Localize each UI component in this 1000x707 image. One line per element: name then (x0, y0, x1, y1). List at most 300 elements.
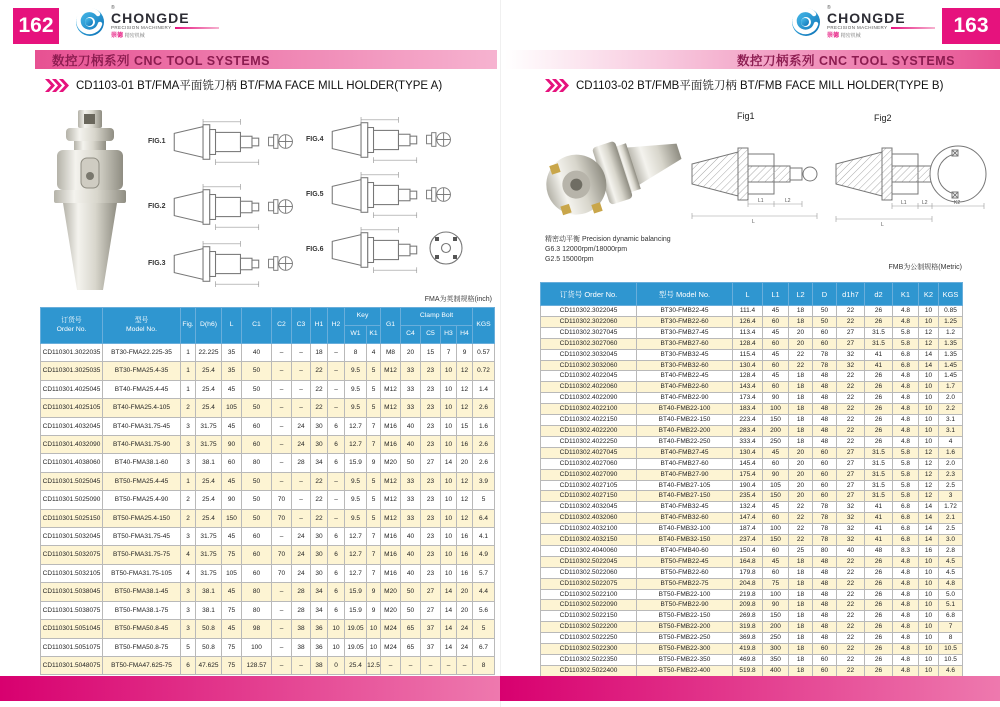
fig5-drawing (328, 171, 453, 219)
spec-cell: 19.05 (345, 620, 367, 638)
spec-cell: 111.4 (733, 306, 763, 317)
spec-cell: 60 (813, 655, 837, 666)
spec-cell: 7 (367, 417, 381, 435)
spec-cell: 22 (837, 436, 865, 447)
order-no-cell: CD110301.5032075 (41, 546, 103, 564)
spec-cell: 105 (763, 480, 789, 491)
svg-text:L2: L2 (922, 200, 928, 206)
table-row (541, 316, 963, 327)
spec-cell: 25.4 (196, 362, 222, 380)
spec-cell: 10 (919, 600, 939, 611)
model-no-cell: BT40-FMB22-200 (637, 425, 733, 436)
order-no-cell: CD110302.4027105 (541, 480, 637, 491)
spec-cell: 15 (421, 344, 441, 362)
spec-cell: – (328, 380, 345, 398)
spec-cell: 38.1 (196, 583, 222, 601)
spec-cell: 38 (292, 620, 311, 638)
brand-subtitle: PRECISION MACHINERY (111, 25, 172, 30)
model-no-cell: BT40-FMA25.4-105 (103, 399, 181, 417)
spec-cell: 18 (789, 611, 813, 622)
spec-cell: 9 (367, 583, 381, 601)
spec-cell: 18 (789, 415, 813, 426)
spec-cell: 115.4 (733, 349, 763, 360)
table-row (41, 656, 495, 674)
order-no-cell: CD110302.4040060 (541, 545, 637, 556)
spec-cell: 27 (837, 480, 865, 491)
spec-cell: 10 (367, 620, 381, 638)
order-no-cell: CD110301.5051045 (41, 620, 103, 638)
spec-cell: 60 (763, 545, 789, 556)
spec-cell: 22 (837, 633, 865, 644)
spec-cell: 126.4 (733, 316, 763, 327)
spec-cell: 60 (813, 644, 837, 655)
spec-cell: 10 (328, 638, 345, 656)
spec-cell: 18 (789, 436, 813, 447)
spec-cell: 22 (837, 316, 865, 327)
spec-cell: 50 (242, 472, 272, 490)
spec-cell: 45 (222, 620, 242, 638)
spec-cell: 3 (939, 491, 963, 502)
col-c2: C2 (272, 308, 292, 344)
spec-cell: – (292, 362, 311, 380)
spec-cell: 4.8 (893, 306, 919, 317)
spec-cell: 48 (813, 622, 837, 633)
spec-cell: 12 (919, 327, 939, 338)
col-kgs: KGS (473, 308, 495, 344)
spec-cell: – (272, 417, 292, 435)
spec-cell: 60 (763, 360, 789, 371)
fig6-drawing (328, 224, 463, 274)
spec-cell: 24 (457, 638, 473, 656)
section-title-text: CD1103-02 BT/FMB平面铣刀柄 BT/FMB FACE MILL HOLDER(TYPE B) (576, 80, 944, 92)
spec-cell: 31.75 (196, 528, 222, 546)
spec-cell: 10.5 (939, 655, 963, 666)
spec-cell: 80 (242, 454, 272, 472)
spec-cell: 3 (181, 436, 196, 454)
logo-globe-icon (790, 6, 822, 38)
spec-cell: 419.8 (733, 644, 763, 655)
spec-cell: 3 (181, 528, 196, 546)
table-row (41, 601, 495, 619)
model-no-cell: BT50-FMB22-200 (637, 622, 733, 633)
spec-cell: 10 (919, 404, 939, 415)
spec-cell: 2.1 (939, 513, 963, 524)
spec-cell: 0.57 (473, 344, 495, 362)
spec-cell: – (272, 399, 292, 417)
model-no-cell: BT40-FMB22-60 (637, 382, 733, 393)
spec-cell: 12.7 (345, 528, 367, 546)
model-no-cell: BT40-FMB32-60 (637, 513, 733, 524)
spec-cell: 41 (865, 360, 893, 371)
col-c3: C3 (292, 308, 311, 344)
fmb-spec-table (540, 282, 963, 677)
spec-cell: 60 (242, 564, 272, 582)
spec-cell: 26 (865, 589, 893, 600)
spec-cell: 4.8 (893, 644, 919, 655)
series-banner-text: 数控刀柄系列 CNC TOOL SYSTEMS (52, 53, 271, 68)
spec-cell: 28 (292, 601, 311, 619)
svg-text:L2: L2 (785, 198, 791, 204)
table-row (541, 524, 963, 535)
section-title-right (545, 77, 943, 93)
table-row (41, 491, 495, 509)
model-no-cell: BT50-FMB22-100 (637, 589, 733, 600)
spec-cell: 45 (222, 417, 242, 435)
spec-cell: 1 (181, 380, 196, 398)
table-row (41, 380, 495, 398)
spec-cell: 350 (763, 655, 789, 666)
spec-cell: 60 (813, 491, 837, 502)
spec-cell: 4.8 (893, 425, 919, 436)
spec-cell: 10 (441, 417, 457, 435)
spec-cell: 250 (763, 633, 789, 644)
spec-cell: 45 (222, 528, 242, 546)
spec-cell: 27 (837, 491, 865, 502)
col-k1: K1 (367, 326, 381, 344)
order-no-cell: CD110301.4025045 (41, 380, 103, 398)
order-no-cell: CD110302.5022200 (541, 622, 637, 633)
spec-cell: 4.8 (893, 589, 919, 600)
spec-cell: 10 (441, 436, 457, 454)
model-no-cell: BT30-FMB32-60 (637, 360, 733, 371)
fig4-drawing (328, 116, 453, 164)
spec-cell: 2.2 (939, 404, 963, 415)
spec-cell: 48 (813, 415, 837, 426)
spec-cell: 23 (421, 528, 441, 546)
spec-cell: 150 (763, 415, 789, 426)
spec-cell: 200 (763, 425, 789, 436)
table-row (541, 404, 963, 415)
chongde-logo-left (74, 6, 219, 39)
spec-cell: 10 (919, 415, 939, 426)
order-no-cell: CD110302.5022350 (541, 655, 637, 666)
table-row (41, 436, 495, 454)
spec-cell: 24 (457, 620, 473, 638)
spec-cell: 22 (837, 567, 865, 578)
spec-cell: 31.5 (865, 447, 893, 458)
spec-cell: 10 (441, 472, 457, 490)
spec-cell: 10 (919, 633, 939, 644)
spec-cell: – (292, 656, 311, 674)
spec-cell: 27 (421, 583, 441, 601)
spec-cell: 48 (813, 600, 837, 611)
spec-cell: 40 (401, 436, 421, 454)
spec-cell: M12 (381, 472, 401, 490)
spec-cell: 113.4 (733, 327, 763, 338)
spec-cell: 14 (919, 524, 939, 535)
spec-cell: 31.5 (865, 469, 893, 480)
spec-cell: 16 (457, 564, 473, 582)
spec-cell: 24 (292, 564, 311, 582)
spec-cell: 1 (181, 362, 196, 380)
spec-cell: 24 (292, 436, 311, 454)
spec-cell: 20 (789, 338, 813, 349)
order-no-cell: CD110301.5025150 (41, 509, 103, 527)
spec-cell: 9.5 (345, 362, 367, 380)
spec-cell: 32 (837, 502, 865, 513)
spec-cell: 10 (367, 638, 381, 656)
spec-cell: 12 (919, 491, 939, 502)
spec-cell: 4.8 (893, 665, 919, 676)
spec-cell: – (292, 509, 311, 527)
spec-cell: 4.8 (893, 600, 919, 611)
spec-cell: 6.8 (893, 360, 919, 371)
spec-cell: 48 (813, 633, 837, 644)
table-row (41, 417, 495, 435)
order-no-cell: CD110301.4038060 (41, 454, 103, 472)
spec-cell: 60 (813, 458, 837, 469)
spec-cell: – (272, 362, 292, 380)
spec-cell: 41 (865, 535, 893, 546)
spec-cell: 23 (421, 546, 441, 564)
model-no-cell: BT40-FMB27-90 (637, 469, 733, 480)
spec-cell: 22.225 (196, 344, 222, 362)
spec-cell: 14 (441, 620, 457, 638)
page-gutter (500, 0, 501, 707)
order-no-cell: CD110301.4032045 (41, 417, 103, 435)
spec-cell: 22 (837, 371, 865, 382)
spec-cell: 128.4 (733, 338, 763, 349)
spec-cell: 24 (292, 417, 311, 435)
spec-cell: 2.6 (473, 399, 495, 417)
spec-cell: 22 (311, 362, 328, 380)
spec-cell: 400 (763, 665, 789, 676)
brand-cn: 崇德 (827, 32, 840, 39)
spec-cell: 23 (421, 436, 441, 454)
spec-cell: 6 (328, 454, 345, 472)
spec-cell: 2.5 (939, 524, 963, 535)
order-no-cell: CD110302.5022250 (541, 633, 637, 644)
spec-cell: 30 (311, 564, 328, 582)
spec-cell: 283.4 (733, 425, 763, 436)
spec-cell: 48 (813, 393, 837, 404)
spec-cell: 8.3 (893, 545, 919, 556)
table-row (541, 600, 963, 611)
spec-cell: 23 (421, 564, 441, 582)
spec-cell: 40 (837, 545, 865, 556)
spec-cell: 10 (919, 665, 939, 676)
spec-cell: 10 (441, 399, 457, 417)
spec-cell: 18 (789, 578, 813, 589)
spec-cell: 60 (242, 436, 272, 454)
spec-cell: 20 (789, 469, 813, 480)
spec-cell: – (292, 344, 311, 362)
series-banner-right (505, 50, 1000, 69)
fig2-drawing (832, 124, 992, 229)
model-no-cell: BT30-FMB27-60 (637, 338, 733, 349)
spec-cell: 179.8 (733, 567, 763, 578)
spec-cell: 38.1 (196, 601, 222, 619)
spec-cell: 41 (865, 524, 893, 535)
spec-cell: 9 (457, 344, 473, 362)
spec-cell: 20 (789, 491, 813, 502)
spec-cell: 4.5 (939, 567, 963, 578)
spec-cell: 12 (919, 469, 939, 480)
spec-cell: 2 (181, 491, 196, 509)
table-row (541, 513, 963, 524)
spec-cell: 0.72 (473, 362, 495, 380)
spec-cell: 26 (865, 611, 893, 622)
spec-cell: 219.8 (733, 589, 763, 600)
model-no-cell: BT50-FMB22-75 (637, 578, 733, 589)
spec-cell: 22 (789, 349, 813, 360)
spec-cell: 75 (222, 656, 242, 674)
spec-cell: 2.5 (939, 480, 963, 491)
spec-cell: 10 (919, 567, 939, 578)
spec-cell: 14 (919, 349, 939, 360)
spec-cell: 6 (328, 417, 345, 435)
spec-cell: 50.8 (196, 620, 222, 638)
order-no-cell: CD110302.4022090 (541, 393, 637, 404)
table-row (541, 633, 963, 644)
col-l1: L1 (763, 283, 789, 306)
spec-cell: 6 (181, 656, 196, 674)
spec-cell: 18 (311, 344, 328, 362)
spec-cell: 31.5 (865, 327, 893, 338)
spec-cell: 50 (242, 399, 272, 417)
series-banner-text: 数控刀柄系列 CNC TOOL SYSTEMS (736, 53, 955, 68)
table-row (541, 502, 963, 513)
spec-cell: 12 (457, 380, 473, 398)
spec-cell: 1.4 (473, 380, 495, 398)
spec-cell: 36 (311, 620, 328, 638)
spec-cell: 41 (865, 513, 893, 524)
model-no-cell: BT40-FMA31.75-45 (103, 417, 181, 435)
fma-spec-table (40, 307, 495, 675)
table-row (541, 349, 963, 360)
table-row (541, 545, 963, 556)
spec-cell: 14 (919, 502, 939, 513)
spec-cell: 34 (311, 601, 328, 619)
spec-cell: 5.1 (939, 600, 963, 611)
spec-cell: 22 (311, 399, 328, 417)
model-no-cell: BT30-FMB32-45 (637, 349, 733, 360)
spec-cell: 22 (837, 611, 865, 622)
spec-cell: 20 (789, 480, 813, 491)
col-c1: C1 (242, 308, 272, 344)
spec-cell: 10 (919, 589, 939, 600)
order-no-cell: CD110302.4022100 (541, 404, 637, 415)
spec-cell: 14 (919, 513, 939, 524)
spec-cell: 48 (813, 567, 837, 578)
spec-cell: 18 (789, 306, 813, 317)
spec-cell: 7 (939, 622, 963, 633)
spec-cell: 4.8 (893, 622, 919, 633)
spec-cell: 4.4 (473, 583, 495, 601)
spec-cell: – (272, 620, 292, 638)
spec-cell: 369.8 (733, 633, 763, 644)
spec-cell: 20 (401, 344, 421, 362)
order-no-cell: CD110302.4022250 (541, 436, 637, 447)
spec-cell: 4.8 (893, 655, 919, 666)
spec-cell: 3.1 (939, 425, 963, 436)
spec-cell: 90 (763, 393, 789, 404)
table-row (41, 528, 495, 546)
model-no-cell: BT50-FMB22-350 (637, 655, 733, 666)
col-l: L (733, 283, 763, 306)
spec-cell: – (328, 509, 345, 527)
spec-cell: 75 (222, 601, 242, 619)
spec-cell: 519.8 (733, 665, 763, 676)
spec-cell: M16 (381, 546, 401, 564)
model-no-cell: BT40-FMB27-105 (637, 480, 733, 491)
spec-cell: 18 (789, 393, 813, 404)
spec-cell: 18 (789, 589, 813, 600)
spec-cell: 41 (865, 349, 893, 360)
spec-cell: 6.7 (473, 638, 495, 656)
spec-cell: 45 (222, 472, 242, 490)
spec-cell: 48 (813, 425, 837, 436)
spec-cell: 12.5 (367, 656, 381, 674)
spec-cell: 90 (222, 436, 242, 454)
order-no-cell: CD110302.4022150 (541, 415, 637, 426)
spec-cell: 23 (421, 472, 441, 490)
col-l2: L2 (789, 283, 813, 306)
spec-cell: 22 (837, 622, 865, 633)
spec-cell: 60 (763, 567, 789, 578)
spec-cell: 26 (865, 578, 893, 589)
spec-cell: 75 (222, 546, 242, 564)
spec-cell: 60 (242, 417, 272, 435)
spec-cell: 147.4 (733, 513, 763, 524)
spec-cell: 1.35 (939, 349, 963, 360)
spec-cell: 90 (763, 469, 789, 480)
spec-cell: 26 (865, 393, 893, 404)
col-clamp-bolt-group: Clamp Bolt (401, 308, 473, 326)
spec-cell: 23 (421, 491, 441, 509)
spec-cell: 22 (837, 644, 865, 655)
spec-cell: 32 (837, 349, 865, 360)
spec-cell: 32 (837, 360, 865, 371)
spec-cell: 18 (789, 644, 813, 655)
table-row (541, 644, 963, 655)
spec-cell: M12 (381, 509, 401, 527)
unit-note-left: FMA为英制规格(inch) (424, 296, 492, 303)
spec-cell: 25.4 (196, 472, 222, 490)
spec-cell: 60 (242, 546, 272, 564)
col-order-no: 订货号 Order No. (541, 283, 637, 306)
spec-cell: – (328, 399, 345, 417)
spec-cell: 14 (919, 360, 939, 371)
spec-cell: 22 (837, 425, 865, 436)
fig3-label: FIG.3 (148, 260, 166, 267)
spec-cell: 48 (813, 371, 837, 382)
model-no-cell: BT50-FMA25.4-45 (103, 472, 181, 490)
spec-cell: M8 (381, 344, 401, 362)
table-row (541, 306, 963, 317)
spec-cell: 4.8 (893, 382, 919, 393)
spec-cell: 1.6 (473, 417, 495, 435)
spec-cell: 10 (441, 491, 457, 509)
spec-cell: 8 (473, 656, 495, 674)
spec-cell: 98 (242, 620, 272, 638)
spec-cell: 6.8 (893, 513, 919, 524)
col-d2: d2 (865, 283, 893, 306)
model-no-cell: BT50-FMB22-60 (637, 567, 733, 578)
spec-cell: 33 (401, 380, 421, 398)
spec-cell: 100 (763, 404, 789, 415)
spec-cell: 65 (401, 638, 421, 656)
table-row (541, 447, 963, 458)
table-row (541, 382, 963, 393)
spec-cell: M20 (381, 601, 401, 619)
order-no-cell: CD110301.5038075 (41, 601, 103, 619)
spec-cell: 20 (457, 583, 473, 601)
model-no-cell: BT50-FMA31.75-105 (103, 564, 181, 582)
spec-cell: 32 (837, 524, 865, 535)
spec-cell: 22 (311, 472, 328, 490)
spec-cell: 45 (222, 380, 242, 398)
